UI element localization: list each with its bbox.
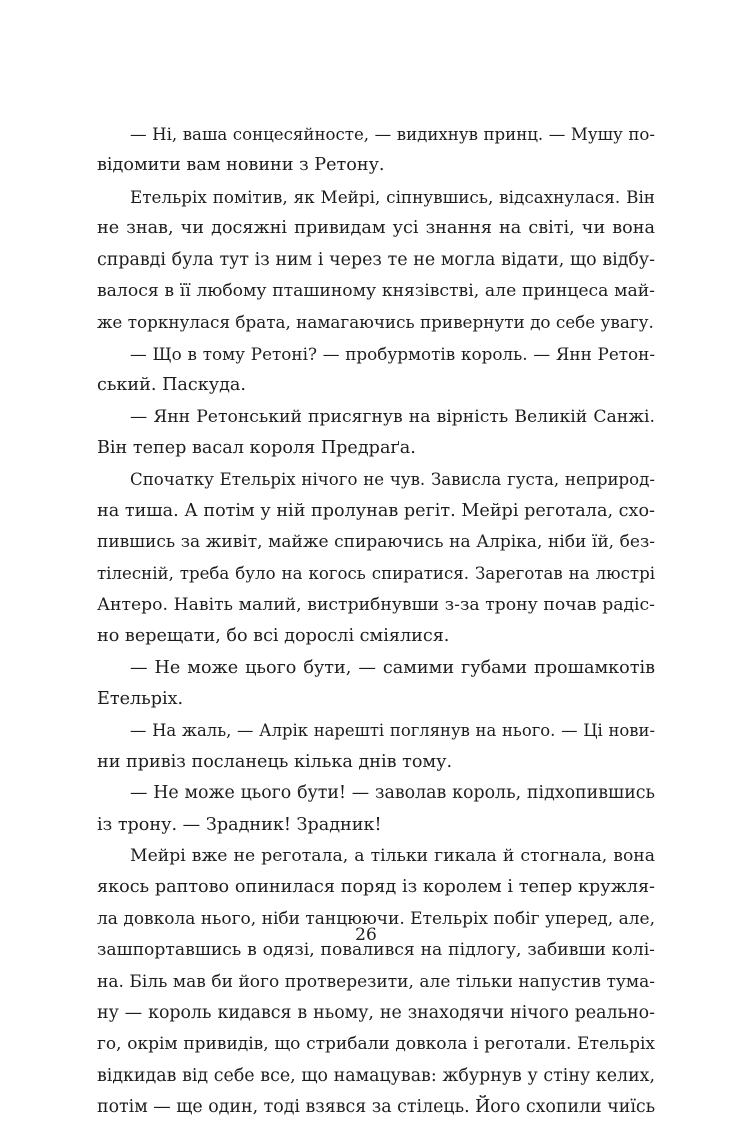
text-line: Антеро. Навіть малий, вистрибнувши з-за трону почав радіс- bbox=[97, 594, 655, 615]
text-line: відомити вам новини з Ретону. bbox=[97, 155, 385, 176]
text-line: Спочатку Етельріх нічого не чув. Зависла густа, неприрод- bbox=[130, 470, 655, 490]
text-line: на. Біль мав би його протверезити, але тільки напустив тума- bbox=[97, 971, 655, 992]
text-line: Етельріх помітив, як Мейрі, сіпнувшись, відсахнулася. Він bbox=[130, 186, 655, 207]
text-line: якось раптово опинилася поряд із королем і тепер кружля- bbox=[97, 877, 655, 898]
text-line: — Що в тому Ретоні? — пробурмотів король. — Янн Ретон- bbox=[130, 343, 655, 364]
text-line: валося в її любому пташиному князівстві, але принцеса май- bbox=[97, 280, 655, 301]
text-line: потім — ще один, тоді взявся за стілець. Його схопили чиїсь bbox=[97, 1097, 655, 1118]
text-line: ський. Паскуда. bbox=[97, 375, 247, 396]
text-line: ну — король кидався в ньому, не знаходячи нічого реально- bbox=[97, 1002, 655, 1023]
text-line: не знав, чи досяжні привидам усі знання на світі, чи вона bbox=[97, 218, 655, 239]
text-line: го, окрім привидів, що стрибали довкола і реготали. Етельріх bbox=[97, 1034, 655, 1055]
text-line: ни привіз посланець кілька днів тому. bbox=[97, 751, 453, 772]
page-number: 26 bbox=[355, 925, 377, 945]
text-line: но верещати, бо всі дорослі сміялися. bbox=[97, 626, 450, 647]
text-line: на тиша. А потім у ній пролунав регіт. Мейрі реготала, схо- bbox=[97, 500, 655, 521]
text-line: — Не може цього бути, — самими губами прошамкотів bbox=[130, 657, 655, 678]
text-line: — На жаль, — Алрік нарешті поглянув на нього. — Ці нови- bbox=[130, 721, 655, 741]
text-line: Етельріх. bbox=[97, 689, 184, 710]
text-line: Він тепер васал короля Предраґа. bbox=[97, 437, 416, 458]
text-line: — Не може цього бути! — заволав король, підхопившись bbox=[130, 783, 655, 804]
text-line: зашпортавшись в одязі, повалився на підлогу, забивши колі- bbox=[97, 940, 655, 961]
text-line: ла довкола нього, ніби танцюючи. Етельріх побіг уперед, але, bbox=[97, 908, 655, 929]
text-line: відкидав від себе все, що намацував: жбурнув у стіну келих, bbox=[97, 1065, 655, 1086]
text-line: справді була тут із ним і через те не могла відати, що відбу- bbox=[97, 249, 655, 270]
body-text bbox=[97, 119, 655, 1124]
text-line: — Ні, ваша сонцесяйносте, — видихнув принц. — Мушу по- bbox=[130, 125, 655, 144]
text-line: тілесній, треба було на когось спиратися. Зареготав на люстрі bbox=[97, 564, 655, 584]
text-line: — Янн Ретонський присягнув на вірність Великій Санжі. bbox=[130, 406, 655, 427]
text-line: із трону. — Зрадник! Зрадник! bbox=[97, 814, 382, 835]
text-line: пившись за живіт, майже спираючись на Алріка, ніби їй, без- bbox=[97, 532, 655, 553]
text-line: же торкнулася брата, намагаючись привернути до себе увагу. bbox=[97, 312, 654, 333]
text-line: Мейрі вже не реготала, а тільки гикала й стогнала, вона bbox=[130, 845, 655, 866]
